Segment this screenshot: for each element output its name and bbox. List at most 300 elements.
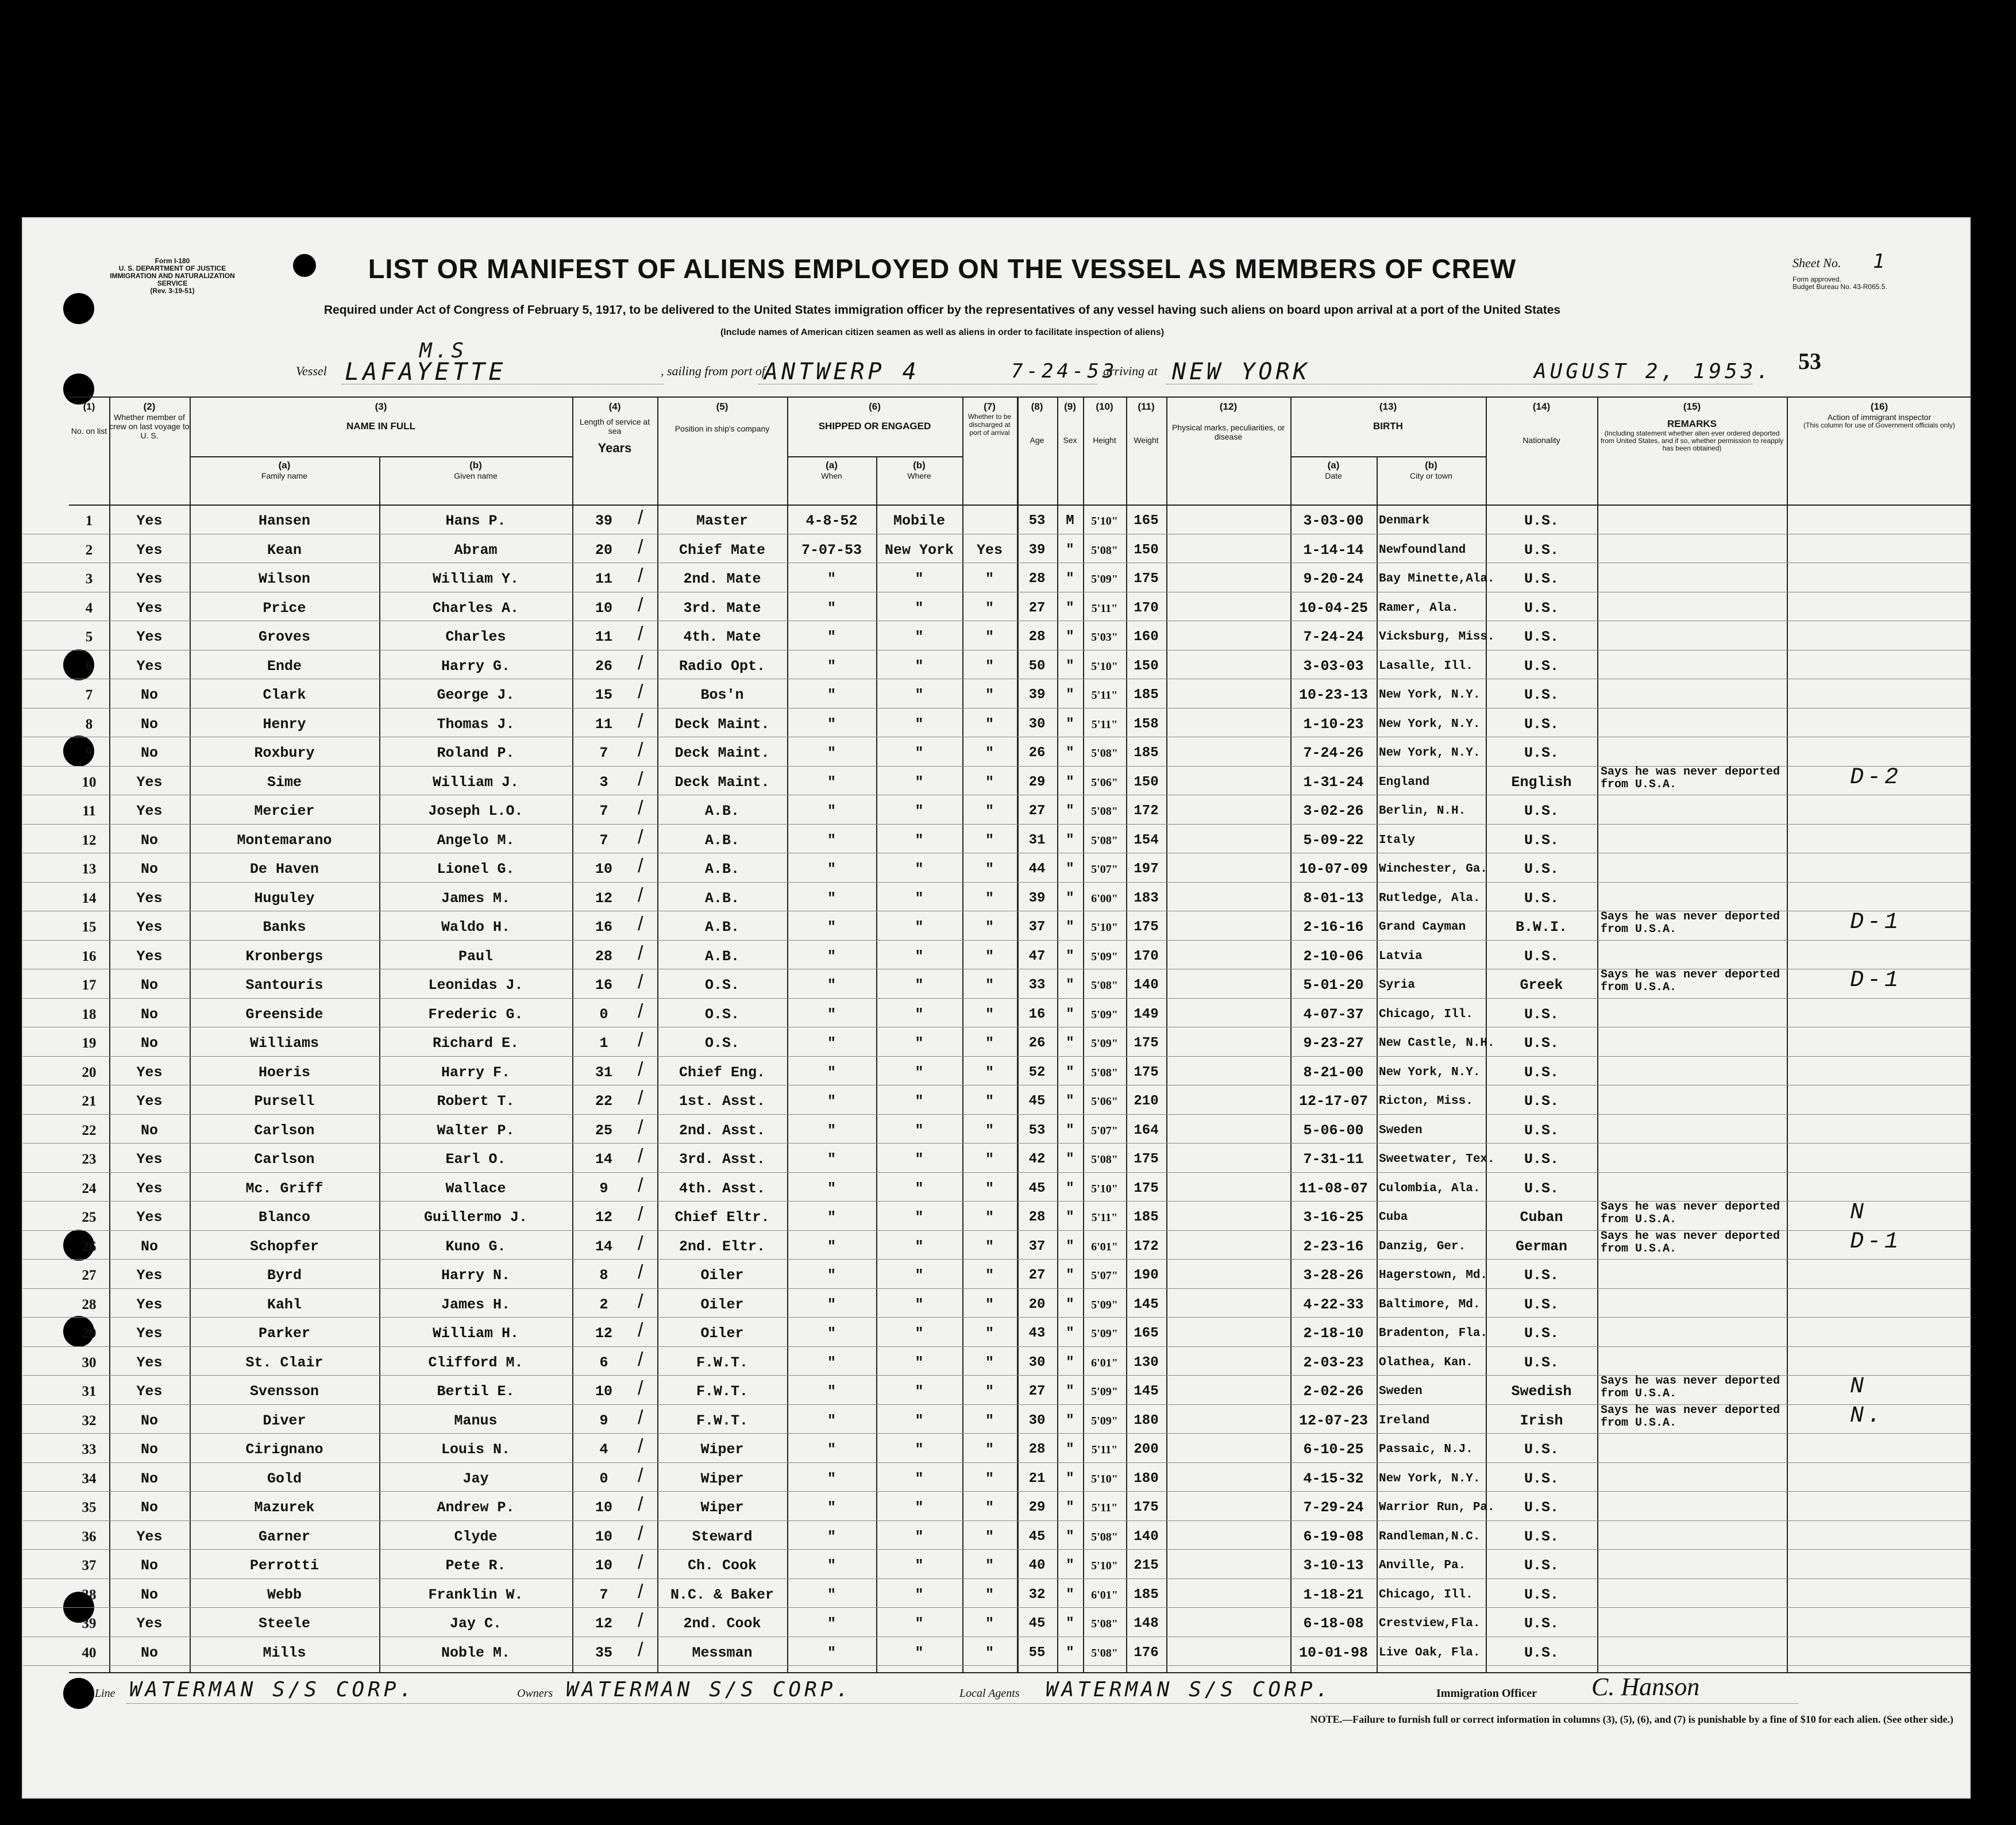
cell-bdate: 7-31-11 [1303, 1151, 1364, 1168]
cell-position: O.S. [704, 977, 739, 994]
cell-given: Charles [445, 629, 506, 645]
cell-years: 4 [599, 1441, 608, 1458]
cell-member: No [140, 745, 158, 761]
cell-years: 8 [599, 1267, 608, 1284]
officer-signature: C. Hanson [1591, 1673, 1700, 1701]
cell-where: " [915, 1615, 924, 1632]
cell-weight: 185 [1134, 687, 1159, 703]
col-header-16: (16) Action of immigrant inspector (This column for use of Government officials only) [1803, 401, 1955, 429]
checkmark-icon: / [638, 652, 643, 674]
cell-given: Noble M. [441, 1644, 511, 1661]
cell-when: " [827, 1238, 836, 1255]
cell-when: " [827, 1296, 836, 1313]
cell-member: Yes [136, 1383, 163, 1400]
cell-height: 5'08" [1091, 747, 1118, 760]
cell-bdate: 2-18-10 [1303, 1325, 1364, 1342]
cell-sex: " [1066, 1470, 1074, 1487]
table-row [23, 1288, 1972, 1318]
cell-age: 30 [1028, 1412, 1046, 1429]
cell-city: Syria [1379, 979, 1416, 992]
table-row [23, 940, 1972, 969]
cell-disch: " [985, 919, 994, 935]
cell-nat: U.S. [1524, 1470, 1559, 1487]
cell-bdate: 9-23-27 [1303, 1035, 1364, 1052]
cell-weight: 160 [1134, 629, 1159, 645]
checkmark-icon: / [638, 826, 643, 848]
birth-subrule [1290, 456, 1486, 457]
cell-weight: 165 [1134, 513, 1159, 529]
cell-no: 10 [82, 774, 97, 790]
cell-when: " [827, 687, 836, 703]
checkmark-icon: / [638, 971, 643, 993]
cell-disch: " [985, 599, 994, 617]
cell-height: 5'09" [1091, 573, 1118, 586]
cell-nat: U.S. [1524, 1035, 1559, 1052]
cell-height: 5'03" [1091, 631, 1118, 644]
cell-family: Carlson [254, 1151, 315, 1168]
checkmark-icon: / [638, 1638, 643, 1661]
cell-given: Frederic G. [428, 1006, 523, 1023]
cell-sex: " [1066, 1442, 1074, 1457]
cell-years: 10 [595, 1383, 612, 1400]
cell-sex: " [1066, 1412, 1074, 1429]
cell-disch: " [985, 1615, 994, 1632]
cell-age: 50 [1028, 658, 1046, 674]
cell-where: " [915, 831, 924, 849]
cell-given: Abram [454, 541, 498, 559]
cell-where: " [915, 1557, 924, 1574]
cell-years: 39 [595, 513, 612, 529]
cell-bdate: 3-03-00 [1303, 513, 1364, 529]
cell-sex: " [1066, 658, 1074, 674]
cell-nat: U.S. [1524, 890, 1559, 907]
cell-where: " [915, 1383, 924, 1400]
cell-bdate: 7-29-24 [1303, 1499, 1364, 1516]
cell-weight: 175 [1134, 1500, 1159, 1515]
cell-when: " [827, 745, 836, 761]
cell-height: 5'08" [1091, 544, 1118, 557]
cell-age: 32 [1028, 1587, 1046, 1603]
cell-bdate: 10-04-25 [1298, 599, 1369, 617]
cell-nat: Greek [1520, 977, 1563, 994]
cell-sex: " [1066, 1645, 1074, 1661]
cell-sex: " [1066, 1180, 1074, 1196]
cell-weight: 175 [1134, 1064, 1159, 1080]
cell-nat: U.S. [1524, 1441, 1559, 1458]
cell-city: Baltimore, Md. [1379, 1297, 1481, 1311]
page-number: 53 [1798, 348, 1821, 374]
cell-family: Pursell [254, 1093, 315, 1110]
cell-disch: " [985, 1470, 994, 1487]
cell-city: Live Oak, Fla. [1379, 1646, 1481, 1660]
cell-disch: " [985, 1209, 994, 1226]
cell-no: 27 [82, 1268, 97, 1283]
cell-age: 45 [1028, 1528, 1046, 1545]
cell-weight: 185 [1134, 1587, 1159, 1603]
cell-family: Kean [267, 541, 302, 559]
cell-family: Sime [267, 773, 302, 791]
cell-no: 16 [82, 948, 97, 964]
cell-nat: U.S. [1524, 715, 1559, 733]
cell-position: 2nd. Eltr. [679, 1238, 766, 1255]
cell-age: 33 [1028, 977, 1046, 993]
cell-age: 47 [1028, 948, 1046, 964]
cell-disch: " [985, 803, 994, 819]
cell-age: 52 [1028, 1064, 1046, 1080]
cell-bdate: 9-20-24 [1303, 571, 1364, 587]
cell-bdate: 5-09-22 [1303, 831, 1364, 849]
checkmark-icon: / [638, 594, 643, 616]
cell-where: " [915, 1412, 924, 1429]
cell-disch: " [985, 571, 994, 587]
cell-city: Lasalle, Ill. [1379, 659, 1473, 673]
cell-no: 14 [82, 890, 97, 906]
cell-height: 5'08" [1091, 1618, 1118, 1630]
port-to: NEW YORK [1172, 359, 1310, 385]
cell-age: 42 [1028, 1152, 1046, 1167]
cell-disch: " [985, 948, 994, 965]
cell-weight: 130 [1134, 1354, 1159, 1370]
cell-years: 11 [595, 715, 612, 733]
cell-position: Oiler [700, 1325, 744, 1342]
cell-no: 34 [82, 1470, 97, 1487]
cell-no: 28 [82, 1296, 97, 1312]
port-from: ANTWERP 4 [764, 359, 920, 385]
cell-when: " [827, 1325, 836, 1342]
checkmark-icon: / [638, 1551, 643, 1573]
cell-years: 7 [599, 803, 608, 819]
cell-years: 11 [595, 571, 612, 587]
cell-height: 5'06" [1091, 1095, 1118, 1108]
checkmark-icon: / [638, 1377, 643, 1399]
cell-given: William Y. [432, 571, 519, 587]
cell-age: 28 [1028, 629, 1046, 645]
cell-nat: U.S. [1524, 541, 1559, 559]
cell-when: " [827, 1383, 836, 1400]
cell-city: Grand Cayman [1379, 921, 1466, 934]
line-label: Line [95, 1687, 115, 1700]
cell-city: Ricton, Miss. [1379, 1095, 1473, 1108]
cell-when: " [827, 629, 836, 645]
cell-family: Huguley [254, 890, 315, 907]
cell-no: 2 [85, 542, 93, 558]
cell-years: 26 [595, 657, 612, 675]
sail-date: 7-24-53 [1011, 360, 1118, 383]
cell-member: No [140, 1470, 158, 1487]
table-row [23, 1143, 1972, 1172]
cell-bdate: 1-14-14 [1303, 541, 1364, 559]
cell-age: 26 [1028, 745, 1046, 761]
cell-position: A.B. [704, 861, 739, 877]
cell-action: N [1850, 1374, 1868, 1400]
checkmark-icon: / [638, 1522, 643, 1545]
cell-member: Yes [136, 657, 163, 675]
form-approval [1793, 276, 1965, 291]
sheet-label: Sheet No. [1793, 256, 1841, 270]
cell-given: Manus [454, 1412, 498, 1429]
cell-age: 30 [1028, 716, 1046, 732]
cell-weight: 170 [1134, 948, 1159, 964]
checkmark-icon: / [638, 1290, 643, 1312]
table-row [23, 1491, 1972, 1520]
cell-member: Yes [136, 1093, 163, 1110]
cell-weight: 183 [1134, 890, 1159, 906]
cell-height: 5'07" [1091, 863, 1118, 876]
cell-age: 28 [1028, 571, 1046, 587]
cell-position: Deck Maint. [674, 715, 770, 733]
cell-member: No [140, 1557, 158, 1574]
cell-member: No [140, 1499, 158, 1516]
cell-nat: German [1515, 1238, 1567, 1255]
cell-nat: U.S. [1524, 1615, 1559, 1632]
cell-height: 5'10" [1091, 1472, 1118, 1485]
cell-city: Latvia [1379, 949, 1423, 963]
cell-nat: B.W.I. [1515, 919, 1567, 935]
cell-given: Wallace [445, 1180, 506, 1197]
cell-given: Andrew P. [437, 1499, 515, 1516]
cell-position: A.B. [704, 948, 739, 965]
cell-years: 3 [599, 773, 608, 791]
checkmark-icon: / [638, 623, 643, 645]
cell-age: 37 [1028, 1238, 1046, 1254]
cell-family: Mc. Griff [245, 1180, 323, 1197]
cell-member: Yes [136, 513, 163, 529]
sheet-number: 1 [1873, 250, 1888, 273]
cell-height: 5'07" [1091, 1124, 1118, 1137]
cell-member: Yes [136, 803, 163, 819]
cell-disch: " [985, 1238, 994, 1255]
cell-sex: " [1066, 687, 1074, 703]
cell-sex: " [1066, 1152, 1074, 1167]
cell-no: 17 [82, 977, 97, 993]
cell-disch: " [985, 1499, 994, 1516]
col-header-11: (11) Weight [1134, 401, 1159, 445]
cell-no: 18 [82, 1006, 97, 1022]
cell-family: Banks [263, 919, 306, 935]
cell-years: 2 [599, 1296, 608, 1313]
cell-family: Price [263, 599, 306, 617]
cell-position: 4th. Asst. [679, 1180, 766, 1197]
cell-action: N. [1850, 1403, 1885, 1429]
col-header-15: (15) REMARKS (Including statement whether alien ever ordered deported from United States, and if so, whether permission to reapply has been obtained) [1600, 401, 1784, 452]
cell-nat: U.S. [1524, 1557, 1559, 1574]
cell-disch: " [985, 1528, 994, 1545]
table-row [23, 1404, 1972, 1434]
cell-family: Wilson [258, 571, 310, 587]
col-header-4: (4) Length of service at sea Years [579, 401, 650, 455]
cell-years: 7 [599, 831, 608, 849]
checkmark-icon: / [638, 942, 643, 964]
cell-years: 35 [595, 1644, 612, 1661]
cell-family: Hoeris [258, 1064, 310, 1081]
cell-member: No [140, 1006, 158, 1023]
col-header-6: (6) SHIPPED OR ENGAGED [818, 401, 931, 432]
cell-remarks: Says he was never deported from U.S.A. [1601, 1403, 1780, 1430]
cell-no: 1 [85, 513, 93, 529]
cell-nat: English [1511, 773, 1572, 791]
cell-sex: " [1066, 1354, 1074, 1370]
cell-when: " [827, 1151, 836, 1168]
cell-no: 32 [82, 1412, 97, 1429]
cell-city: Sweden [1379, 1385, 1423, 1398]
cell-no: 35 [82, 1500, 97, 1515]
cell-weight: 185 [1134, 745, 1159, 761]
cell-age: 45 [1028, 1094, 1046, 1109]
cell-sex: " [1066, 745, 1074, 761]
table-row [23, 563, 1972, 592]
table-row [23, 1578, 1972, 1608]
cell-no: 6 [85, 658, 93, 674]
table-row [23, 1027, 1972, 1056]
cell-where: " [915, 861, 924, 877]
cell-when: " [827, 861, 836, 877]
cell-years: 28 [595, 948, 612, 965]
form-number: Form I-180 [155, 257, 190, 265]
cell-nat: U.S. [1524, 1267, 1559, 1284]
cell-given: James M. [441, 890, 511, 907]
cell-disch: " [985, 745, 994, 761]
cell-height: 5'08" [1091, 834, 1118, 847]
cell-member: Yes [136, 890, 163, 907]
cell-sex: " [1066, 629, 1074, 645]
cell-given: Harry N. [441, 1267, 511, 1284]
cell-age: 21 [1028, 1470, 1046, 1487]
cell-no: 22 [82, 1122, 97, 1138]
cell-disch: " [985, 773, 994, 791]
cell-age: 20 [1028, 1296, 1046, 1312]
cell-years: 14 [595, 1238, 612, 1255]
cell-sex: M [1066, 513, 1074, 529]
manifest-sheet [22, 217, 1971, 1799]
cell-weight: 176 [1134, 1645, 1159, 1661]
cell-disch: " [985, 1006, 994, 1023]
cell-where: " [915, 1180, 924, 1197]
cell-position: Wiper [700, 1470, 744, 1487]
cell-disch: " [985, 1151, 994, 1168]
cell-bdate: 6-10-25 [1303, 1441, 1364, 1458]
col-header-10: (10) Height [1093, 401, 1116, 445]
cell-city: New York, N.Y. [1379, 1472, 1481, 1485]
cell-bdate: 2-03-23 [1303, 1354, 1364, 1371]
cell-nat: U.S. [1524, 599, 1559, 617]
cell-given: Jay [462, 1470, 489, 1487]
cell-no: 23 [82, 1152, 97, 1167]
owners-value: WATERMAN S/S CORP. [566, 1678, 853, 1701]
cell-city: New York, N.Y. [1379, 717, 1481, 731]
cell-height: 5'11" [1091, 1211, 1118, 1224]
cell-position: Oiler [700, 1296, 744, 1313]
cell-when: " [827, 1354, 836, 1371]
name-subrule [190, 456, 572, 457]
cell-bdate: 3-16-25 [1303, 1209, 1364, 1226]
cell-family: St. Clair [245, 1354, 323, 1371]
cell-age: 27 [1028, 1384, 1046, 1399]
cell-years: 1 [599, 1035, 608, 1052]
header-top-rule [69, 396, 1972, 398]
cell-disch: " [985, 861, 994, 877]
cell-height: 5'10" [1091, 515, 1118, 528]
cell-member: Yes [136, 541, 163, 559]
cell-years: 11 [595, 629, 612, 645]
cell-years: 10 [595, 599, 612, 617]
arrival-date: AUGUST 2, 1953. [1534, 360, 1773, 383]
cell-weight: 200 [1134, 1442, 1159, 1457]
cell-sex: " [1066, 542, 1074, 558]
cell-years: 22 [595, 1093, 612, 1110]
cell-nat: U.S. [1524, 687, 1559, 703]
checkmark-icon: / [638, 1493, 643, 1515]
cell-when: " [827, 1035, 836, 1052]
cell-disch: " [985, 1354, 994, 1371]
cell-where: " [915, 773, 924, 791]
cell-height: 5'08" [1091, 1066, 1118, 1079]
cell-years: 0 [599, 1006, 608, 1023]
cell-age: 39 [1028, 542, 1046, 558]
cell-given: Bertil E. [437, 1383, 515, 1400]
table-row [23, 505, 1972, 534]
cell-nat: U.S. [1524, 745, 1559, 761]
cell-given: Jay C. [449, 1615, 502, 1632]
col-header-where: (b) Where [907, 460, 931, 480]
checkmark-icon: / [638, 1232, 643, 1254]
cell-no: 24 [82, 1180, 97, 1196]
cell-disch: Yes [976, 541, 1003, 559]
cell-height: 5'08" [1091, 805, 1118, 818]
cell-weight: 150 [1134, 658, 1159, 674]
cell-nat: U.S. [1524, 1325, 1559, 1342]
cell-position: Master [696, 513, 748, 529]
cell-position: Chief Eltr. [674, 1209, 770, 1226]
cell-position: O.S. [704, 1035, 739, 1052]
checkmark-icon: / [638, 507, 643, 529]
cell-disch: " [985, 1412, 994, 1429]
row-rule [23, 1665, 1972, 1666]
cell-city: Warrior Run, Pa. [1379, 1501, 1495, 1514]
cell-family: Santouris [245, 977, 323, 994]
cell-no: 38 [82, 1587, 97, 1603]
cell-years: 12 [595, 890, 612, 907]
cell-sex: " [1066, 1094, 1074, 1109]
cell-given: Joseph L.O. [428, 803, 523, 819]
cell-when: " [827, 1006, 836, 1023]
cell-family: Blanco [258, 1209, 310, 1226]
cell-no: 11 [82, 803, 96, 819]
cell-given: Waldo H. [441, 919, 511, 935]
table-row [23, 1056, 1972, 1085]
cell-given: Leonidas J. [428, 977, 523, 994]
cell-disch: " [985, 1557, 994, 1574]
cell-family: Mills [263, 1644, 306, 1661]
table-row [23, 911, 1972, 940]
cell-city: Denmark [1379, 514, 1430, 528]
cell-where: " [915, 715, 924, 733]
cell-bdate: 12-17-07 [1298, 1093, 1369, 1110]
cell-sex: " [1066, 571, 1074, 587]
checkmark-icon: / [638, 1319, 643, 1341]
cell-family: Steele [258, 1615, 310, 1632]
cell-no: 4 [85, 600, 93, 616]
cell-position: Steward [692, 1528, 753, 1545]
cell-where: " [915, 1035, 924, 1052]
cell-city: Hagerstown, Md. [1379, 1269, 1488, 1282]
col-header-city: (b) City or town [1410, 460, 1452, 480]
cell-age: 44 [1028, 861, 1046, 877]
cell-nat: U.S. [1524, 803, 1559, 819]
cell-position: O.S. [704, 1006, 739, 1023]
cell-city: New York, N.Y. [1379, 688, 1481, 702]
cell-family: Greenside [245, 1006, 323, 1023]
table-row [23, 1433, 1972, 1462]
